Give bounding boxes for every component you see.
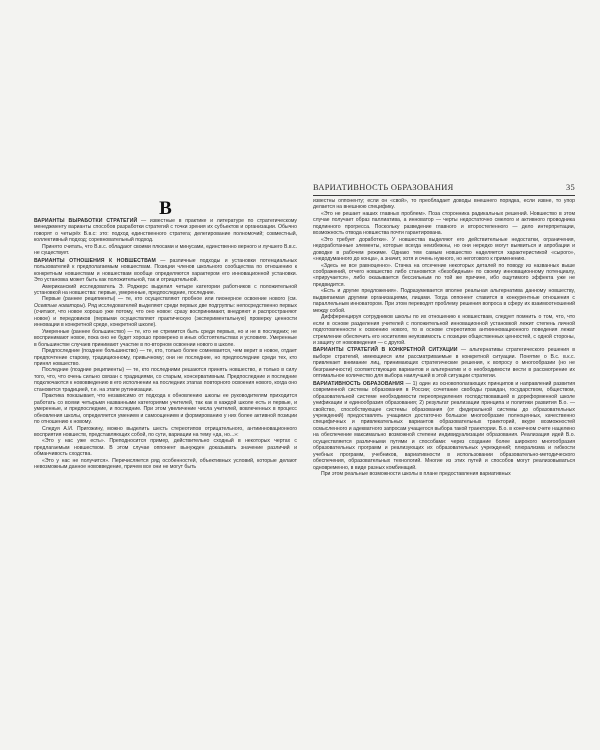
paragraph-text: Умеренные (раннее большинство) — те, кто не стремится быть среди первых, но и не в последних; не воспринимают новое, пока оно не будет хорошо проверено в иных обстоятельствах и условиях. Умеренные в большинстве случаев принимают участие в по-вторном освоении нового в школе. — [34, 328, 297, 348]
section-letter: B — [159, 198, 172, 219]
right-column-text — [313, 197, 575, 477]
paragraph-text: Следуя А.И. Пригожину, можно выделить шесть стереотипов отрицательного, антиинновационного восприятия новшеств, представляющих собой, по сути, вариации на тему «да, но...»: — [34, 425, 297, 438]
text-paragraph — [313, 288, 575, 314]
paragraph-text-continued: ). Ряд исследователей выделяют среди первых две подгруппы: непосредственно первых (считают, что новое хорошо уже потому, что оно новое: сразу воспринимают, внедряют и распространяют новое) и передовиков (первыми осуществляют практическую (экспериментальную) проверку ценности инновации в конкретной среде, конкретной школе). — [34, 302, 298, 329]
text-paragraph — [34, 244, 297, 257]
text-paragraph — [313, 263, 575, 289]
paragraph-text: — различные подходы и установки потенциальных пользователей к предполагаемым новшествам. Позиции членов школьного сообщества по отношению к конкретным новшествам и новшествам вообще определяются характером его инновационной установки. Это установка может быть как положительной, так и отрицательной. — [34, 257, 297, 284]
text-paragraph — [34, 438, 297, 457]
entry-term: ВАРИАНТЫ СТРАТЕГИЙ В КОНКРЕТНОЙ СИТУАЦИИ — [313, 347, 458, 354]
entry-paragraph — [34, 218, 297, 244]
paragraph-text: Дифференцируя сотрудников школы по их отношению к новшествам, следует помнить о том, что, что если в основе разделения учителей с положительной инновационной установкой лежит степень личной подготовленности к освоению нового, то в основе стереотипов антиинновационного поведения лежат стремление обеспечить его носителям неуязвимость с позиции общественных ценностей, с одной стороны, и защиту от нововведения — с другой. — [313, 314, 575, 346]
paragraph-text: Первые (раннее реципиенты) — те, кто осуществляют пробное или пионерное освоение нового (см. — [42, 296, 297, 303]
text-paragraph — [34, 329, 297, 348]
entry-paragraph — [34, 258, 297, 284]
paragraph-text: Предпоследние (позднее большинство) — те, кто, только более сомневается, чем верит в новое, отдает предпочтение старому, традиционному, привычному; они не последние, но предпоследние среди тех, кто принял новшество. — [34, 348, 297, 367]
paragraph-text: «Есть и другие предложения». Подразумевается вполне реальная альтернатива данному новшеству, выдвигаемая другими организациями, лицами. Тогда оппонент ставится в конкурентные отношения с параллельным инноватором. При этом переводят проблему решения вопроса в сферу их взаимоотношений между собой. — [313, 288, 575, 314]
text-paragraph — [34, 348, 297, 367]
paragraph-text: — 1) один из основополагающих принципов и направлений развития современной системы образования в России; сочетание свободы граждан, государством, обществом, образовательной системе необходимости переопределения господствовавшей в дореформенной школе унификации и единообразия образования; 2) результат реализации принципа и политики развития В.о. — свойство, способствующее системы образования (от федеральной системы до образовательных учреждений) предоставлять учащимся достаточно большое многообразие полноценных, качественно специфичных и привлекательных вариантов образовательных траекторий, вкуре возможностей осмысленного и адекватного запросам учащегося выбора такой траектории. В.о. в конечном счете нацелено на обеспечение максимально возможной степени индивидуализации образования. Реализация идей В.о. осуществляется различными путями и способами: через создание более широкого многообразия образовательных программ и реализующих их образовательных учреждений; плюрализма и гибкости учебных программ, учебников, вариативности в использовании образовательно-методического обеспечения, образовательных технологий. Многие из этих путей и способов могут реализовываться одновременно, в виде разных комбинаций. — [313, 380, 575, 471]
text-paragraph — [34, 296, 297, 328]
page-number: 35 — [566, 183, 575, 192]
text-paragraph — [313, 198, 575, 211]
text-paragraph — [34, 284, 297, 297]
paragraph-text: Американский исследователь Э. Роджерс выделил четыре категории работников с положительной установкой на новшества: первые, умеренные, предпоследние, последние. — [34, 283, 297, 296]
running-head — [313, 183, 575, 196]
entry-paragraph — [313, 347, 575, 379]
paragraph-text: Последние (поздние реципиенты) — те, кто последними решаются принять новшество, и только в силу того, что, что очень сильно связан с традициями, со старым, консервативным. Предпоследние и последние подключаются к нововведению в его исполнении на последних этапах повторного освоения нового, когда оно становится традицией, т.е. на этапе рутинизации. — [34, 367, 297, 393]
italic-reference: Осевтые новаторы — [34, 302, 84, 309]
paragraph-text: «Это у нас уже есть». Преподносится пример, действительно сходный в некоторых чертах с предлагаемым новшеством. В этом случае оппонент вынужден доказывать значение различий и обманчивость сходства. — [34, 438, 297, 458]
text-paragraph — [313, 211, 575, 237]
paragraph-text: — известные в практике и литературе по стратегическому менеджменту варианты способов разработки стратегий с точки зрения их субъектов и организации. Обычно говорят о четырёх В.в.с: это: подход единственного стратега; делегирование полномочий; совместный, коллективный подход; соревновательный подход. — [34, 218, 297, 244]
entry-term: ВАРИАНТЫ ВЫРАБОТКИ СТРАТЕГИЙ — [34, 218, 138, 224]
text-paragraph — [313, 237, 575, 263]
paragraph-text: известны оппоненту; если он «свой», то преобладает доводы внешнего порядка, если извне, то упор делается на внешнюю специфику. — [313, 198, 575, 211]
entry-term: ВАРИАТИВНОСТЬ ОБРАЗОВАНИЯ — [313, 380, 404, 387]
text-paragraph — [313, 314, 575, 346]
text-paragraph — [34, 458, 297, 471]
paragraph-text: Принято считать, что В.в.с. обладают своими плюсами и минусами, единственно верного и лучшего В.в.с. не существует. — [34, 243, 297, 257]
paragraph-text: «Это у нас не получится». Перечисляется ряд особенностей, объективных условий, которые делают невозможным данное нововведение, причем все они не могут быть — [34, 457, 297, 471]
paragraph-text: — альтернативы стратегического решения в выборе стратегий, имеющиеся или рассматриваемые в конкретной ситуации. Понятие о В.с. в.к.с. привлекает внимание лиц, принимающих стратегические решения, к вопросу о многообразии (но не безграничности) соответствующих вариантов и альтернатив и о необходимости вести в рассмотрение их оптимальное количество для выбора наилучшей в этой ситуации стратегии. — [313, 347, 575, 380]
paragraph-text: «Это требует доработки». У новшества выделяют его действительные недостатки, ограничения, недоработанные элементы, которые всегда неизбежны, но они нередко могут выявиться и апробации и доводке в рабочем режиме. Однако тем самым новшество наделяется характеристикой «сырого», «недодуманного до конца», а значит, хотя и очень нужного, но неготового к применению. — [313, 236, 575, 263]
entry-paragraph — [313, 381, 575, 471]
text-paragraph — [34, 426, 297, 439]
entry-term: ВАРИАНТЫ ОТНОШЕНИЯ К НОВШЕСТВАМ — [34, 257, 156, 264]
text-paragraph — [34, 393, 297, 425]
text-paragraph — [34, 367, 297, 393]
text-paragraph — [313, 471, 575, 477]
running-head-title: ВАРИАТИВНОСТЬ ОБРАЗОВАНИЯ — [313, 183, 454, 192]
paragraph-text: При этом реальные возможности школы в плане предоставления вариативных — [321, 471, 511, 478]
left-column-text — [34, 217, 297, 471]
paragraph-text: «Это не решает наших главных проблем». Поза сторонника радикальных решений. Новшество в этом случае получает образ паллиатива, а инноватор — черты недостаточно смелого и активного проводника подлинного прогресса. Поскольку разведение главного и второстепенного — дело интерпретации, возможность отвода новшества почти гарантирована. — [313, 210, 575, 237]
paragraph-text: Практика показывает, что независимо от подхода к обновлению школы ее руководителям приходится работать со всеми четырьмя названными категориями учителей, так как в каждой школе есть и первые, и умеренные, и предпоследние, и последние. При этом увеличение числа учителей, вовлеченных в процесс обновления школы, определяется умением и самоощением и формированию у них более активной позиции по отношению к новому. — [34, 393, 297, 426]
paragraph-text: «Здесь не все равноценно». Стачка на отсечение некоторых деталей по поводу из названных выше соображений, отчего новшество либо становится «безобидным» по своему инновационному потенциалу, «приручается», либо оказывается бессильным по той же причине, ибо ощутимого эффекта уже не предвидится. — [313, 262, 575, 288]
